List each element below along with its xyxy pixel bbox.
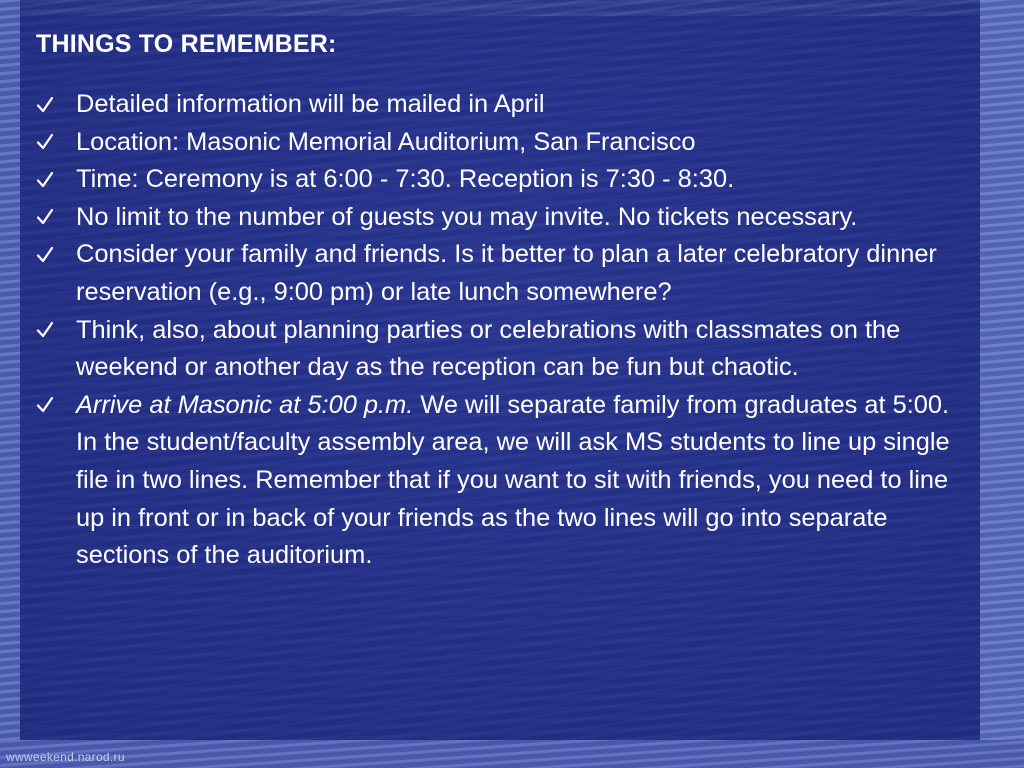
- list-item-text: Location: Masonic Memorial Auditorium, San Francisco: [76, 127, 696, 156]
- background-edge-right: [980, 0, 1024, 768]
- checklist: [36, 86, 971, 575]
- list-item: [36, 312, 971, 387]
- check-icon: [36, 387, 58, 424]
- check-icon: [36, 199, 58, 236]
- list-item: [36, 199, 971, 237]
- check-icon: [36, 161, 58, 198]
- background-edge-left: [0, 0, 20, 768]
- list-item-text: Think, also, about planning parties or celebrations with classmates on the weekend or another day as the reception can be fun but chaotic.: [76, 315, 901, 382]
- check-icon: [36, 236, 58, 273]
- background-edge-bottom: [0, 740, 1024, 768]
- list-item-emphasis: Arrive at Masonic at 5:00 p.m.: [76, 390, 414, 419]
- list-item: [36, 86, 971, 124]
- list-item-text: Consider your family and friends. Is it better to plan a later celebratory dinner reservation (e.g., 9:00 pm) or late lunch somewhere?: [76, 240, 937, 306]
- list-item: [36, 387, 971, 575]
- slide-title: THINGS TO REMEMBER:: [36, 30, 337, 58]
- list-item-text: Detailed information will be mailed in April: [76, 90, 545, 118]
- check-icon: [36, 124, 58, 161]
- list-item-text: No limit to the number of guests you may invite. No tickets necessary.: [76, 202, 858, 231]
- list-item: [36, 236, 971, 311]
- list-item-text: We will separate family from graduates at 5:00. In the student/faculty assembly area, we will ask MS students to line up single file in two lines. Remember that if you want to sit with friends, you need to line up in front or in back of your friends as the two lines will go into separate sections of the auditorium.: [76, 390, 950, 570]
- slide-content: [36, 26, 971, 575]
- watermark-text: wwweekend.narod.ru: [6, 750, 125, 764]
- check-icon: [36, 312, 58, 349]
- list-item: [36, 161, 971, 199]
- list-item-text: Time: Ceremony is at 6:00 - 7:30. Reception is 7:30 - 8:30.: [76, 165, 735, 194]
- check-icon: [36, 86, 58, 123]
- list-item: [36, 124, 971, 162]
